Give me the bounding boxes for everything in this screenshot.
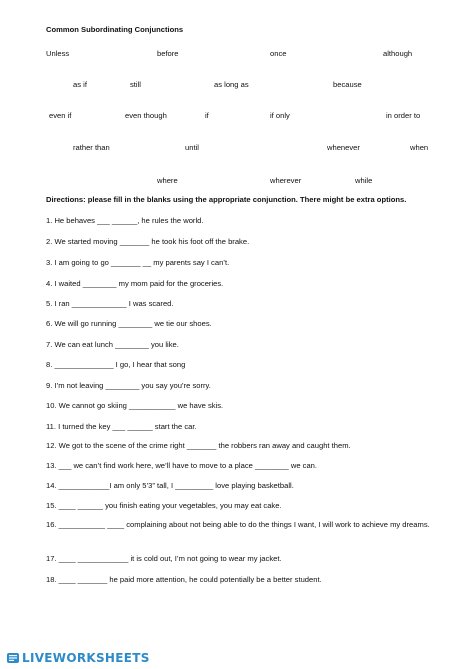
word-bank-item: wherever — [270, 176, 302, 185]
word-bank-item: where — [157, 176, 178, 185]
question-item: 15. ____ ______ you finish eating your vegetables, you may eat cake. — [46, 501, 282, 510]
word-bank-item: as if — [73, 80, 87, 89]
word-bank-item: even though — [125, 111, 167, 120]
question-item: 11. I turned the key ___ ______ start the car. — [46, 422, 197, 431]
question-item: 10. We cannot go skiing ___________ we have skis. — [46, 401, 224, 410]
question-item: 8. ______________ I go, I hear that song — [46, 360, 186, 369]
word-bank-item: if — [205, 111, 209, 120]
question-item: 14. ____________I am only 5’3” tall, I _________ love playing basketball. — [46, 481, 294, 490]
question-item: 7. We can eat lunch ________ you like. — [46, 340, 179, 349]
question-item: 16. ___________ ____ complaining about not being able to do the things I want, I will work to achieve my dreams. — [46, 520, 430, 529]
word-bank-item: rather than — [73, 143, 110, 152]
question-item: 9. I’m not leaving ________ you say you’re sorry. — [46, 381, 211, 390]
word-bank-item: when — [410, 143, 429, 152]
question-item: 5. I ran _____________ I was scared. — [46, 299, 174, 308]
word-bank-item: whenever — [327, 143, 360, 152]
question-item: 2. We started moving _______ he took his foot off the brake. — [46, 237, 250, 246]
word-bank-item: once — [270, 49, 287, 58]
word-bank-item: Unless — [46, 49, 70, 58]
question-item: 3. I am going to go _______ __ my parents say I can’t. — [46, 258, 230, 267]
brand-name: LIVEWORKSHEETS — [22, 651, 150, 665]
worksheet-title: Common Subordinating Conjunctions — [46, 25, 184, 34]
question-item: 13. ___ we can’t find work here, we’ll have to move to a place ________ we can. — [46, 461, 318, 470]
word-bank-item: while — [355, 176, 373, 185]
directions-text: Directions: please fill in the blanks using the appropriate conjunction. There might be extra options. — [46, 195, 407, 204]
word-bank-item: because — [333, 80, 362, 89]
word-bank-item: still — [130, 80, 141, 89]
word-bank-item: if only — [270, 111, 290, 120]
question-item: 17. ____ ____________ it is cold out, I’m not going to wear my jacket. — [46, 554, 282, 563]
question-item: 12. We got to the scene of the crime right _______ the robbers ran away and caught them. — [46, 441, 351, 450]
question-item: 4. I waited ________ my mom paid for the groceries. — [46, 279, 224, 288]
word-bank-item: in order to — [386, 111, 421, 120]
liveworksheets-logo[interactable] — [6, 651, 150, 665]
question-item: 18. ____ _______ he paid more attention, he could potentially be a better student. — [46, 575, 322, 584]
word-bank-item: before — [157, 49, 179, 58]
word-bank-item: even if — [49, 111, 72, 120]
word-bank-item: as long as — [214, 80, 249, 89]
word-bank-item: although — [383, 49, 413, 58]
word-bank-item: until — [185, 143, 199, 152]
question-item: 6. We will go running ________ we tie our shoes. — [46, 319, 212, 328]
liveworksheets-logo-icon — [6, 651, 20, 665]
question-item: 1. He behaves ___ ______, he rules the world. — [46, 216, 204, 225]
footer-brand-bar — [0, 648, 474, 669]
